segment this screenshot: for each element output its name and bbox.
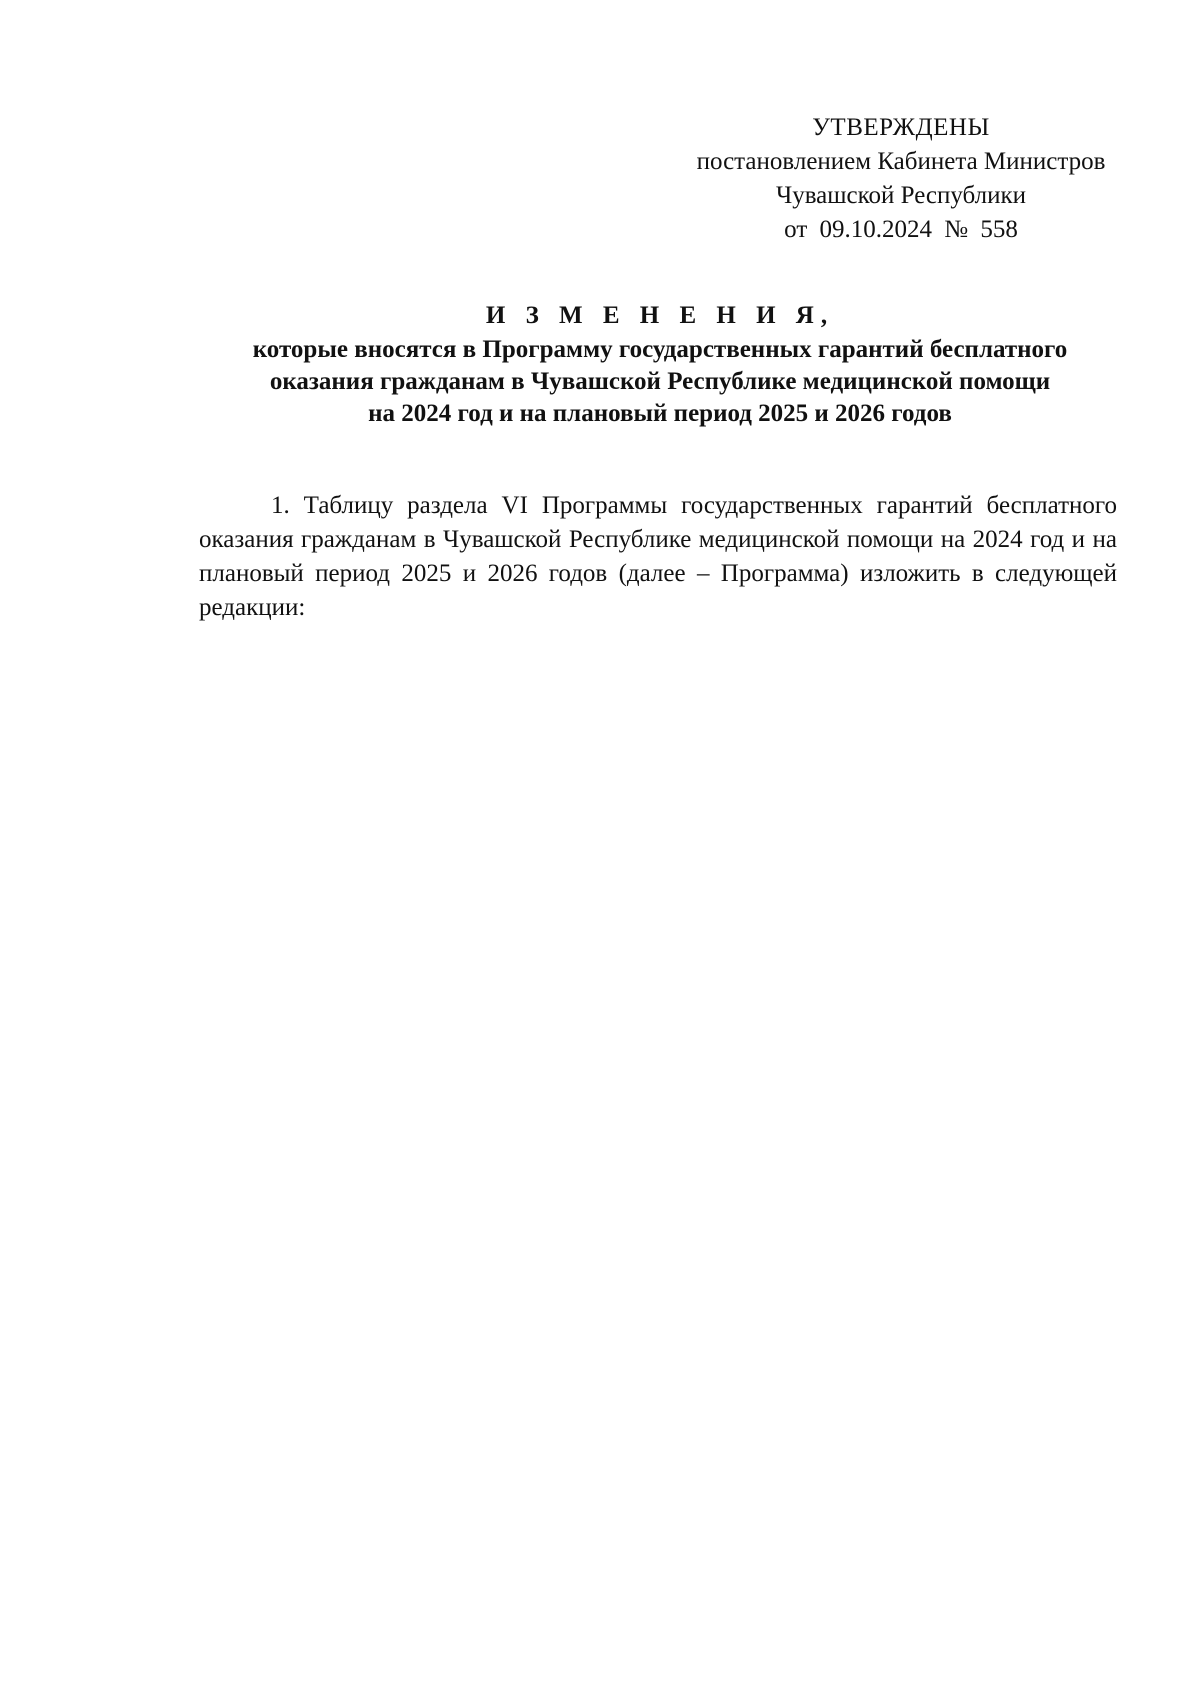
document-subtitle-line-1: которые вносятся в Программу государственных гарантий бесплатного — [252, 336, 1068, 363]
approval-title: УТВЕРЖДЕНЫ — [812, 114, 990, 141]
document-subtitle-line-3: на 2024 год и на плановый период 2025 и 2026 годов — [368, 400, 952, 427]
approval-authority: постановлением Кабинета Министров — [696, 148, 1106, 175]
body-paragraph: 1. Таблицу раздела VI Программы государственных гарантий бесплатного оказания гражданам в Чувашской Республике медицинской помощи на 2024 год и на плановый период 2025 и 2026 годов (далее – Программа) изложить в следующей редакции: — [199, 492, 1117, 621]
document-subtitle-line-2: оказания гражданам в Чувашской Республике медицинской помощи — [269, 368, 1051, 395]
approval-region: Чувашской Республики — [775, 182, 1027, 209]
document-heading: И З М Е Н Е Н И Я, — [485, 302, 835, 329]
document-title — [200, 300, 1120, 430]
approval-date-number: от 09.10.2024 № 558 — [784, 216, 1018, 243]
